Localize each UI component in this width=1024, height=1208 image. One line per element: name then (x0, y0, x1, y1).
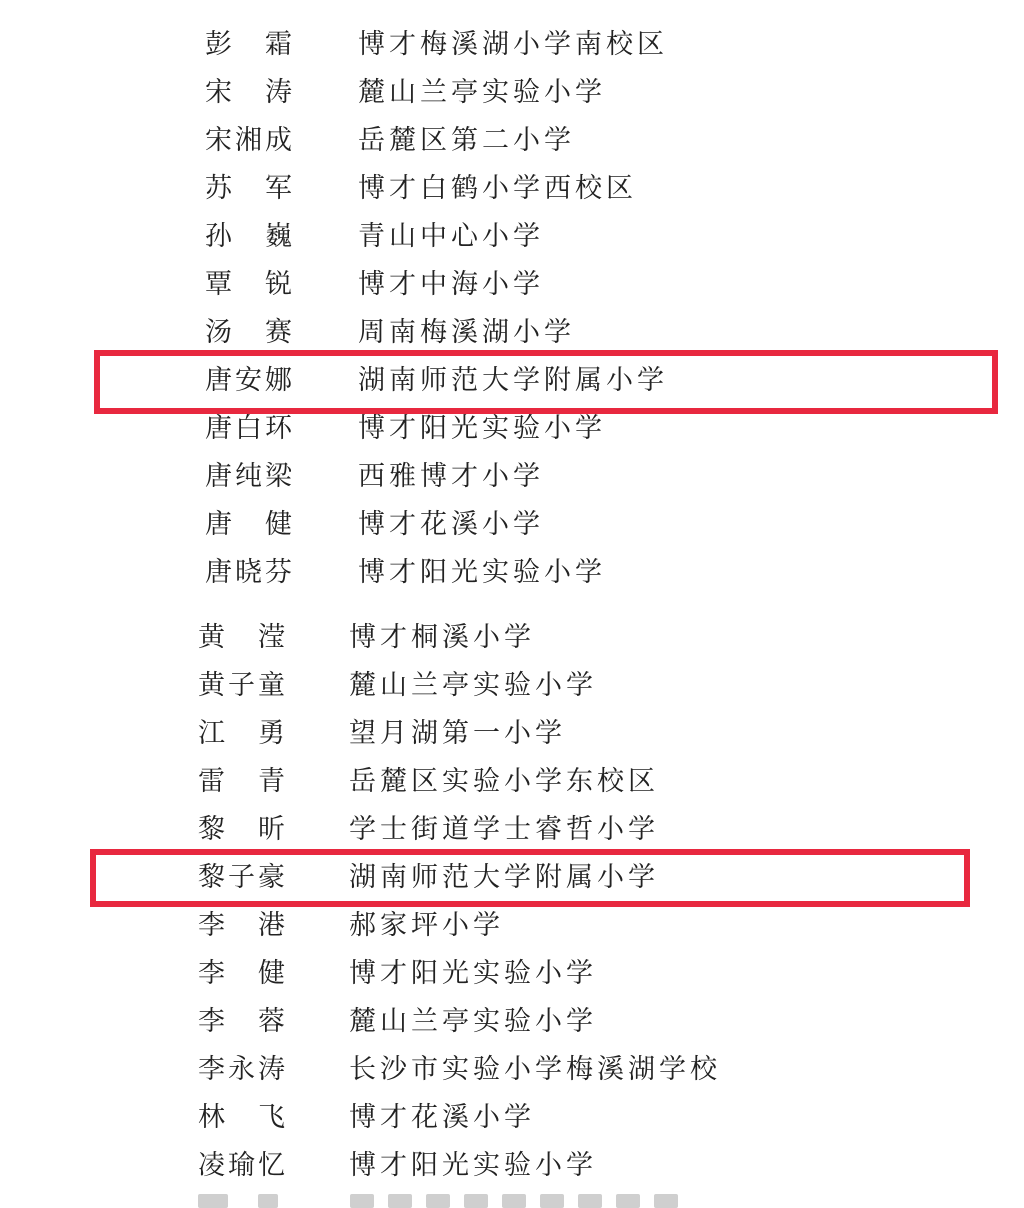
highlight-box-2 (90, 849, 970, 907)
school-name: 博才梅溪湖小学南校区 (358, 29, 668, 60)
teacher-name: 唐白环 (205, 413, 295, 444)
teacher-name: 李 蓉 (198, 1006, 288, 1037)
school-name: 青山中心小学 (358, 221, 544, 252)
teacher-name: 宋 涛 (205, 77, 295, 108)
teacher-name: 汤 赛 (205, 317, 295, 348)
school-name: 博才阳光实验小学 (349, 958, 597, 989)
school-name: 周南梅溪湖小学 (358, 317, 575, 348)
school-name: 望月湖第一小学 (349, 718, 566, 749)
school-name: 麓山兰亭实验小学 (349, 670, 597, 701)
school-name: 博才阳光实验小学 (358, 557, 606, 588)
school-name: 博才阳光实验小学 (358, 413, 606, 444)
teacher-name: 唐 健 (205, 509, 295, 540)
teacher-name: 黄子童 (198, 670, 288, 701)
school-name: 湖南师范大学附属小学 (358, 365, 668, 396)
teacher-name: 覃 锐 (205, 269, 295, 300)
school-name: 郝家坪小学 (349, 910, 504, 941)
school-name: 博才桐溪小学 (349, 622, 535, 653)
teacher-name: 凌瑜忆 (198, 1150, 288, 1181)
school-name: 岳麓区第二小学 (358, 125, 575, 156)
teacher-name: 宋湘成 (205, 125, 295, 156)
teacher-name: 孙 巍 (205, 221, 295, 252)
teacher-name: 李 健 (198, 958, 288, 989)
school-name: 学士街道学士睿哲小学 (349, 814, 659, 845)
school-name: 博才花溪小学 (358, 509, 544, 540)
school-name: 博才中海小学 (358, 269, 544, 300)
teacher-name: 苏 军 (205, 173, 295, 204)
teacher-name: 李永涛 (198, 1054, 288, 1085)
teacher-name: 黎 昕 (198, 814, 288, 845)
teacher-name: 彭 霜 (205, 29, 295, 60)
school-name: 博才白鹤小学西校区 (358, 173, 637, 204)
teacher-name: 林 飞 (198, 1102, 288, 1133)
teacher-name: 唐纯梁 (205, 461, 295, 492)
teacher-name: 黄 滢 (198, 622, 288, 653)
school-name: 博才花溪小学 (349, 1102, 535, 1133)
teacher-name: 黎子豪 (198, 862, 288, 893)
cut-off-next-row (198, 1186, 698, 1208)
school-name: 长沙市实验小学梅溪湖学校 (349, 1054, 721, 1085)
teacher-name: 雷 青 (198, 766, 288, 797)
school-name: 湖南师范大学附属小学 (349, 862, 659, 893)
school-name: 西雅博才小学 (358, 461, 544, 492)
highlight-box-1 (94, 350, 998, 414)
teacher-name: 李 港 (198, 910, 288, 941)
teacher-name: 唐安娜 (205, 365, 295, 396)
school-name: 麓山兰亭实验小学 (349, 1006, 597, 1037)
teacher-name: 江 勇 (198, 718, 288, 749)
teacher-name: 唐晓芬 (205, 557, 295, 588)
school-name: 博才阳光实验小学 (349, 1150, 597, 1181)
school-name: 岳麓区实验小学东校区 (349, 766, 659, 797)
school-name: 麓山兰亭实验小学 (358, 77, 606, 108)
